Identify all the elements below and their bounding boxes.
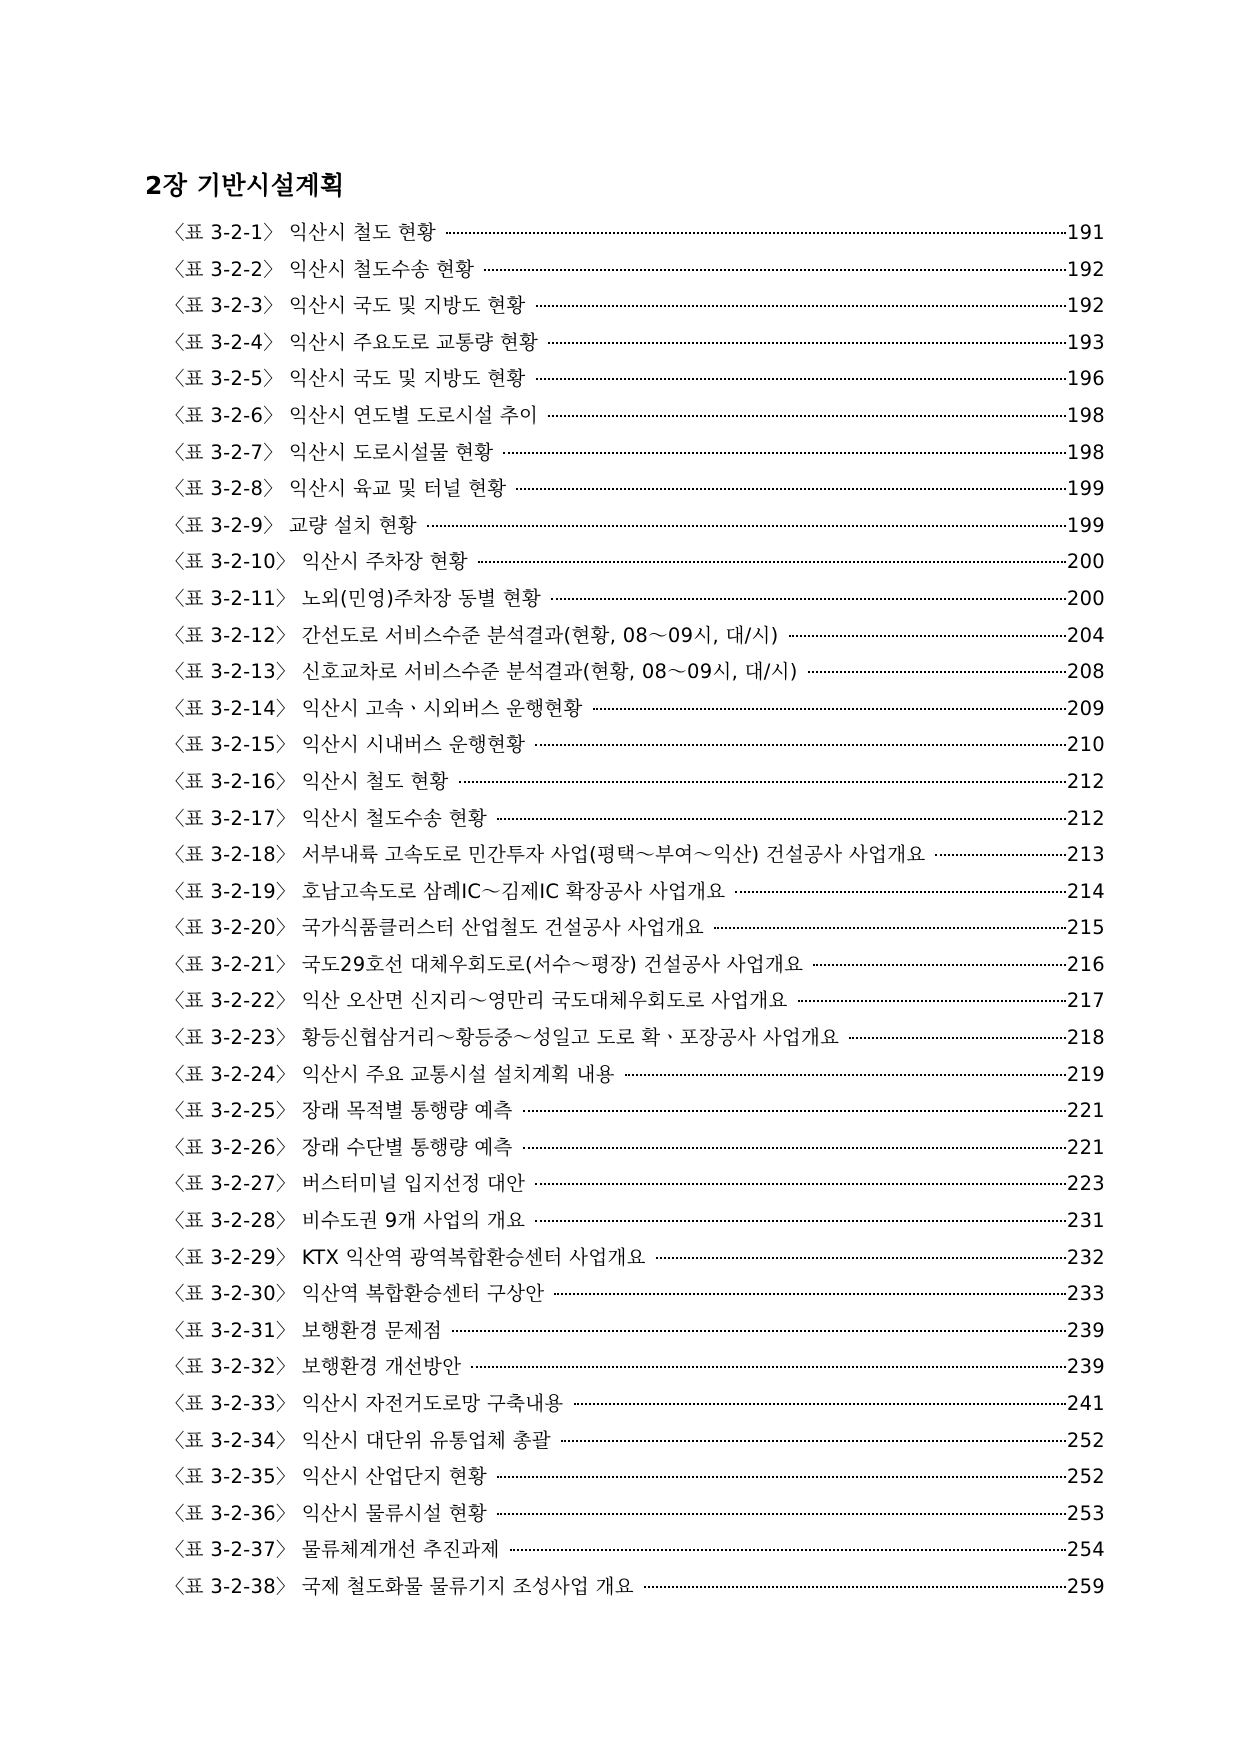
toc-entry[interactable] [165, 1575, 1105, 1612]
dot-leader [656, 1257, 1066, 1259]
toc-entry-page-number: 198 [1066, 440, 1105, 464]
toc-entry-page-number: 221 [1066, 1099, 1105, 1123]
dot-leader [427, 525, 1066, 527]
toc-entry-page-number: 210 [1066, 733, 1105, 757]
toc-entry-page-number: 208 [1066, 660, 1105, 684]
toc-entry-page-number: 254 [1066, 1538, 1105, 1562]
toc-entry-title: 보행환경 개선방안 [301, 1355, 462, 1379]
toc-entry-title: 익산시 주차장 현황 [301, 550, 468, 574]
dot-leader [714, 927, 1066, 929]
toc-entry[interactable] [165, 843, 1105, 880]
toc-entry-page-number: 239 [1066, 1318, 1105, 1342]
toc-entry-title: 버스터미널 입지선정 대안 [301, 1172, 526, 1196]
toc-entry-number: 〈표 3-2-34〉 [165, 1428, 296, 1452]
toc-entry[interactable] [165, 367, 1105, 404]
toc-entry[interactable] [165, 477, 1105, 514]
toc-entry-page-number: 213 [1066, 843, 1105, 867]
toc-entry-number: 〈표 3-2-19〉 [165, 879, 296, 903]
toc-entry-page-number: 217 [1066, 989, 1105, 1013]
toc-entry-page-number: 191 [1066, 221, 1105, 244]
dot-leader [813, 964, 1066, 966]
toc-entry-title: 노외(민영)주차장 동별 현황 [301, 586, 542, 610]
toc-entry-page-number: 199 [1066, 477, 1105, 501]
toc-entry-title: 익산시 육교 및 터널 현황 [289, 477, 507, 501]
toc-entry-page-number: 252 [1066, 1465, 1105, 1489]
dot-leader [503, 452, 1065, 454]
toc-entry-page-number: 199 [1066, 513, 1105, 537]
toc-entry-title: 익산시 주요도로 교통량 현황 [289, 330, 539, 354]
dot-leader [798, 1000, 1066, 1002]
toc-entry-number: 〈표 3-2-21〉 [165, 952, 296, 976]
toc-entry[interactable] [165, 770, 1105, 807]
toc-entry[interactable] [165, 514, 1105, 551]
toc-entry[interactable] [165, 624, 1105, 661]
toc-entry[interactable] [165, 1136, 1105, 1173]
dot-leader [536, 378, 1066, 380]
toc-entry-title: 익산시 물류시설 현황 [301, 1501, 487, 1525]
toc-entry-title: 익산시 자전거도로망 구축내용 [301, 1392, 564, 1415]
toc-entry-number: 〈표 3-2-18〉 [165, 843, 296, 867]
dot-leader [551, 598, 1066, 600]
toc-entry-title: 익산 오산면 신지리～영만리 국도대체우회도로 사업개요 [301, 989, 788, 1013]
dot-leader [523, 1110, 1066, 1112]
toc-entry[interactable] [165, 404, 1105, 441]
toc-list [165, 221, 1105, 1612]
toc-entry-number: 〈표 3-2-27〉 [165, 1172, 296, 1196]
toc-entry-title: KTX 익산역 광역복합환승센터 사업개요 [301, 1245, 646, 1269]
toc-entry-page-number: 204 [1066, 623, 1105, 647]
toc-entry[interactable] [165, 953, 1105, 990]
toc-entry-number: 〈표 3-2-13〉 [165, 660, 296, 684]
toc-entry-title: 물류체계개선 추진과제 [301, 1538, 500, 1562]
toc-entry-number: 〈표 3-2-10〉 [165, 550, 296, 574]
toc-entry[interactable] [165, 1319, 1105, 1356]
toc-entry-number: 〈표 3-2-31〉 [165, 1318, 296, 1342]
dot-leader [561, 1440, 1066, 1442]
toc-entry[interactable] [165, 1099, 1105, 1136]
toc-entry-title: 익산시 국도 및 지방도 현황 [289, 294, 526, 318]
toc-entry-number: 〈표 3-2-30〉 [165, 1282, 296, 1306]
toc-entry-page-number: 193 [1066, 330, 1105, 354]
dot-leader [523, 1147, 1066, 1149]
toc-entry[interactable] [165, 294, 1105, 331]
toc-entry-page-number: 239 [1066, 1355, 1105, 1379]
dot-leader [478, 561, 1066, 563]
toc-entry-number: 〈표 3-2-11〉 [165, 586, 296, 610]
toc-entry-page-number: 218 [1066, 1026, 1105, 1050]
toc-entry-title: 비수도권 9개 사업의 개요 [301, 1209, 526, 1233]
dot-leader [548, 342, 1066, 344]
toc-entry-number: 〈표 3-2-37〉 [165, 1538, 296, 1562]
toc-entry[interactable] [165, 660, 1105, 697]
toc-entry-page-number: 192 [1066, 257, 1105, 281]
toc-entry-title: 장래 수단별 통행량 예측 [301, 1135, 513, 1159]
toc-entry-title: 익산시 철도 현황 [301, 769, 449, 793]
toc-entry-number: 〈표 3-2-36〉 [165, 1501, 296, 1525]
toc-entry-title: 익산시 철도 현황 [289, 221, 436, 244]
toc-entry-title: 익산시 산업단지 현황 [301, 1465, 487, 1489]
toc-entry-number: 〈표 3-2-29〉 [165, 1245, 296, 1269]
toc-entry-title: 익산시 연도별 도로시설 추이 [289, 403, 539, 427]
toc-entry-number: 〈표 3-2-7〉 [165, 440, 284, 464]
toc-entry-number: 〈표 3-2-16〉 [165, 769, 296, 793]
toc-entry[interactable] [165, 989, 1105, 1026]
dot-leader [497, 1476, 1066, 1478]
toc-entry-page-number: 231 [1066, 1209, 1105, 1233]
toc-entry-title: 익산역 복합환승센터 구상안 [301, 1282, 545, 1306]
toc-entry[interactable] [165, 1538, 1105, 1575]
toc-entry-number: 〈표 3-2-6〉 [165, 403, 284, 427]
toc-entry[interactable] [165, 807, 1105, 844]
toc-entry[interactable] [165, 1355, 1105, 1392]
toc-entry-number: 〈표 3-2-17〉 [165, 806, 296, 830]
toc-entry[interactable] [165, 1429, 1105, 1466]
toc-entry-page-number: 212 [1066, 769, 1105, 793]
toc-entry-number: 〈표 3-2-20〉 [165, 916, 296, 940]
toc-entry-page-number: 200 [1066, 550, 1105, 574]
dot-leader [535, 744, 1066, 746]
toc-entry-title: 국제 철도화물 물류기지 조성사업 개요 [301, 1574, 634, 1598]
dot-leader [593, 708, 1066, 710]
chapter-title: 2장 기반시설계획 [145, 171, 345, 200]
toc-entry-title: 익산시 도로시설물 현황 [289, 440, 494, 464]
toc-entry[interactable] [165, 331, 1105, 368]
toc-entry-number: 〈표 3-2-1〉 [165, 221, 284, 244]
toc-entry-page-number: 192 [1066, 294, 1105, 318]
toc-entry-number: 〈표 3-2-28〉 [165, 1209, 296, 1233]
toc-entry-page-number: 198 [1066, 403, 1105, 427]
toc-entry[interactable] [165, 1246, 1105, 1283]
toc-entry-page-number: 200 [1066, 586, 1105, 610]
toc-entry[interactable] [165, 916, 1105, 953]
toc-entry-title: 간선도로 서비스수준 분석결과(현황, 08～09시, 대/시) [301, 623, 779, 647]
toc-entry-number: 〈표 3-2-32〉 [165, 1355, 296, 1379]
toc-entry-title: 장래 목적별 통행량 예측 [301, 1099, 513, 1123]
toc-entry-title: 황등신협삼거리～황등중～성일고 도로 확ㆍ포장공사 사업개요 [301, 1026, 840, 1050]
toc-entry-number: 〈표 3-2-23〉 [165, 1026, 296, 1050]
dot-leader [808, 671, 1066, 673]
dot-leader [548, 415, 1066, 417]
toc-entry-number: 〈표 3-2-5〉 [165, 367, 284, 391]
toc-entry-page-number: 223 [1066, 1172, 1105, 1196]
toc-entry-title: 익산시 철도수송 현황 [289, 257, 475, 281]
toc-entry-number: 〈표 3-2-12〉 [165, 623, 296, 647]
toc-entry-page-number: 212 [1066, 806, 1105, 830]
toc-entry-number: 〈표 3-2-14〉 [165, 696, 296, 720]
dot-leader [446, 232, 1066, 234]
toc-entry[interactable] [165, 1392, 1105, 1429]
toc-entry-page-number: 252 [1066, 1428, 1105, 1452]
toc-entry[interactable] [165, 733, 1105, 770]
toc-entry-title: 보행환경 문제점 [301, 1318, 443, 1342]
dot-leader [574, 1403, 1066, 1405]
toc-entry-page-number: 241 [1066, 1392, 1105, 1415]
toc-entry-number: 〈표 3-2-26〉 [165, 1135, 296, 1159]
toc-entry-number: 〈표 3-2-24〉 [165, 1062, 296, 1086]
toc-entry-page-number: 259 [1066, 1574, 1105, 1598]
toc-entry-title: 익산시 철도수송 현황 [301, 806, 487, 830]
toc-entry-number: 〈표 3-2-4〉 [165, 330, 284, 354]
toc-entry-page-number: 232 [1066, 1245, 1105, 1269]
dot-leader [849, 1037, 1066, 1039]
toc-entry-number: 〈표 3-2-25〉 [165, 1099, 296, 1123]
toc-entry-title: 신호교차로 서비스수준 분석결과(현황, 08～09시, 대/시) [301, 660, 798, 684]
toc-entry[interactable] [165, 697, 1105, 734]
dot-leader [554, 1293, 1065, 1295]
toc-entry[interactable] [165, 258, 1105, 295]
toc-entry-title: 교량 설치 현황 [289, 513, 417, 537]
toc-entry-title: 호남고속도로 삼례IC～김제IC 확장공사 사업개요 [301, 879, 726, 903]
toc-entry-page-number: 216 [1066, 952, 1105, 976]
toc-entry[interactable] [165, 1172, 1105, 1209]
toc-entry[interactable] [165, 1465, 1105, 1502]
dot-leader [452, 1330, 1066, 1332]
toc-entry-number: 〈표 3-2-33〉 [165, 1392, 296, 1415]
dot-leader [735, 891, 1065, 893]
toc-entry[interactable] [165, 1502, 1105, 1539]
toc-entry-number: 〈표 3-2-2〉 [165, 257, 284, 281]
toc-entry[interactable] [165, 1282, 1105, 1319]
toc-entry[interactable] [165, 587, 1105, 624]
toc-entry-page-number: 214 [1066, 879, 1105, 903]
toc-entry-title: 익산시 시내버스 운행현황 [301, 733, 526, 757]
dot-leader [644, 1586, 1066, 1588]
dot-leader [471, 1366, 1066, 1368]
toc-entry-page-number: 221 [1066, 1135, 1105, 1159]
toc-entry-title: 국도29호선 대체우회도로(서수～평장) 건설공사 사업개요 [301, 952, 804, 976]
toc-entry-title: 서부내륙 고속도로 민간투자 사업(평택～부여～익산) 건설공사 사업개요 [301, 843, 926, 867]
toc-entry-page-number: 233 [1066, 1282, 1105, 1306]
toc-entry-page-number: 219 [1066, 1062, 1105, 1086]
toc-entry[interactable] [165, 441, 1105, 478]
toc-entry-number: 〈표 3-2-9〉 [165, 513, 284, 537]
toc-entry[interactable] [165, 221, 1105, 258]
dot-leader [536, 305, 1066, 307]
toc-entry-title: 익산시 주요 교통시설 설치계획 내용 [301, 1062, 615, 1086]
toc-entry[interactable] [165, 1026, 1105, 1063]
dot-leader [535, 1220, 1066, 1222]
dot-leader [497, 1513, 1066, 1515]
toc-entry-title: 국가식품클러스터 산업철도 건설공사 사업개요 [301, 916, 704, 940]
toc-entry-number: 〈표 3-2-38〉 [165, 1574, 296, 1598]
toc-entry[interactable] [165, 880, 1105, 917]
toc-entry-number: 〈표 3-2-35〉 [165, 1465, 296, 1489]
toc-entry-title: 익산시 고속ㆍ시외버스 운행현황 [301, 696, 583, 720]
toc-entry-number: 〈표 3-2-3〉 [165, 294, 284, 318]
dot-leader [625, 1074, 1066, 1076]
toc-entry-title: 익산시 대단위 유통업체 총괄 [301, 1428, 551, 1452]
dot-leader [510, 1549, 1066, 1551]
toc-entry-number: 〈표 3-2-8〉 [165, 477, 284, 501]
toc-entry-page-number: 215 [1066, 916, 1105, 940]
dot-leader [535, 1183, 1066, 1185]
toc-entry-page-number: 196 [1066, 367, 1105, 391]
toc-entry-page-number: 253 [1066, 1501, 1105, 1525]
toc-entry-number: 〈표 3-2-22〉 [165, 989, 296, 1013]
toc-entry-title: 익산시 국도 및 지방도 현황 [289, 367, 526, 391]
toc-entry[interactable] [165, 1063, 1105, 1100]
dot-leader [484, 269, 1066, 271]
dot-leader [516, 488, 1065, 490]
dot-leader [935, 854, 1065, 856]
toc-entry[interactable] [165, 550, 1105, 587]
dot-leader [789, 635, 1066, 637]
dot-leader [497, 818, 1066, 820]
toc-entry-number: 〈표 3-2-15〉 [165, 733, 296, 757]
toc-entry-page-number: 209 [1066, 696, 1105, 720]
dot-leader [459, 781, 1066, 783]
toc-entry[interactable] [165, 1209, 1105, 1246]
